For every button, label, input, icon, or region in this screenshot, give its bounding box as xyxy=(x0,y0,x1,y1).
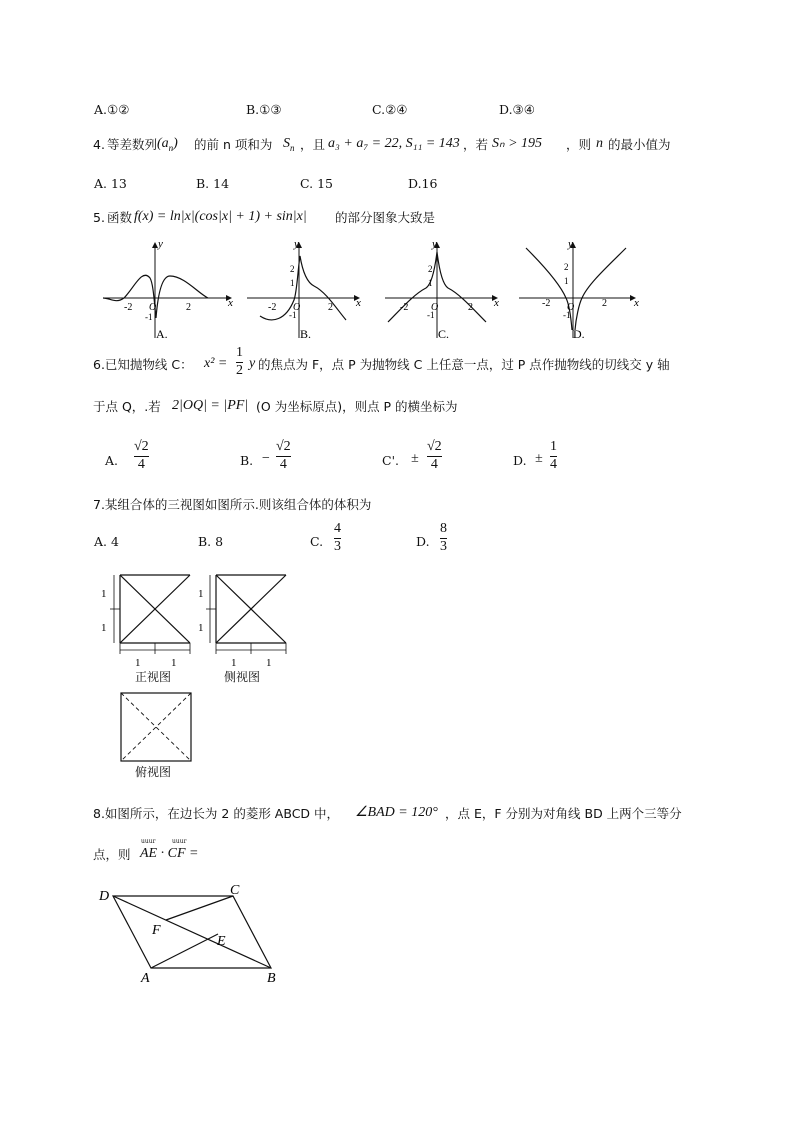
graph-b-ytick-2: 2 xyxy=(290,264,295,274)
q6-line2-b: (O 为坐标原点)，则点 P 的横坐标为 xyxy=(256,399,458,414)
q4-s: $S_n$ xyxy=(283,136,295,153)
graph-c-x-label: x xyxy=(494,297,499,309)
rhombus-figure xyxy=(95,882,295,987)
graph-c-tick-neg2: -2 xyxy=(400,302,409,313)
graph-c-ytick-neg1: -1 xyxy=(427,310,435,320)
graph-d-ytick-1: 1 xyxy=(564,276,569,286)
q6-option-b-label: B. xyxy=(240,453,254,468)
graph-d-y-label: y xyxy=(568,238,573,250)
q6-line1-a: 6.已知抛物线 C： xyxy=(93,357,193,372)
q6-option-d-value: 1 4 xyxy=(550,439,557,472)
q8-vector-mark-cf: uuur xyxy=(172,838,187,845)
front-view-dim-right: 1 xyxy=(171,657,177,669)
q6-option-a-label: A. xyxy=(105,453,119,468)
point-c-label: C xyxy=(230,883,240,898)
q6-line1-b: 的焦点为 F，点 P 为抛物线 C 上任意一点，过 P 点作抛物线的切线交 y 轴 xyxy=(258,357,670,372)
q8-line1-a: 8.如图所示，在边长为 2 的菱形 ABCD 中， xyxy=(93,806,340,821)
graph-d-label: D. xyxy=(573,327,585,341)
graph-d-tick-2: 2 xyxy=(602,298,607,309)
q4-option-b: B. 14 xyxy=(196,176,230,191)
q8-angle: ∠BAD = 120° xyxy=(355,805,438,820)
q4-option-a: A. 13 xyxy=(94,176,127,191)
q8-expression: AE · CF = xyxy=(140,846,199,861)
graph-c-tick-2: 2 xyxy=(468,302,473,313)
q5-formula: f(x) = ln|x|(cos|x| + 1) + sin|x| xyxy=(134,209,307,224)
graph-a-ytick-neg1: -1 xyxy=(145,312,153,322)
graph-c-origin: O xyxy=(431,302,439,313)
q4-text-e: ，则 xyxy=(566,137,592,152)
graph-d xyxy=(516,238,646,343)
q4-text-c: ，且 xyxy=(300,137,326,152)
q6-eq-lhs: x² = xyxy=(204,356,228,371)
graph-d-ytick-2: 2 xyxy=(564,262,569,272)
front-view-label: 正视图 xyxy=(135,670,172,684)
point-f-label: F xyxy=(152,923,161,938)
graph-b-tick-2: 2 xyxy=(328,302,333,313)
graph-d-x-label: x xyxy=(634,297,639,309)
side-view-dim-bottom: 1 xyxy=(198,622,204,634)
point-d-label: D xyxy=(99,889,110,904)
q4-option-c: C. 15 xyxy=(300,176,333,191)
q4-condition: a₃ + a₇ = 22, S₁₁ = 143 xyxy=(328,136,460,151)
graph-a-tick-neg2: -2 xyxy=(124,302,133,313)
q7-option-c-value: 4 3 xyxy=(334,521,341,554)
point-b-label: B xyxy=(267,971,276,986)
graph-d-ytick-neg1: -1 xyxy=(563,310,571,320)
q7-option-a: A. 4 xyxy=(94,534,119,549)
q3-option-b: B.①③ xyxy=(246,102,282,117)
graph-b-y-label: y xyxy=(294,238,299,250)
q7-text: 7.某组合体的三视图如图所示.则该组合体的体积为 xyxy=(93,497,372,512)
q8-line1-b: ，点 E，F 分别为对角线 BD 上两个三等分 xyxy=(445,806,682,821)
q4-option-d: D.16 xyxy=(408,176,438,191)
side-view-dim-right: 1 xyxy=(266,657,272,669)
point-a-label: A xyxy=(141,971,150,986)
graph-a-origin: O xyxy=(149,302,157,313)
q4-text-f: 的最小值为 xyxy=(608,137,671,152)
q6-line2-a: 于点 Q，.若 xyxy=(93,399,161,414)
graph-c-y-label: y xyxy=(432,238,437,250)
graph-a-x-label: x xyxy=(228,297,233,309)
point-e-label: E xyxy=(217,934,226,949)
q7-option-d-label: D. xyxy=(416,534,430,549)
q5-text-a: 函数 xyxy=(107,210,133,225)
front-view-dim-bottom: 1 xyxy=(101,622,107,634)
graph-d-origin: O xyxy=(567,302,575,313)
graph-a-tick-2: 2 xyxy=(186,302,191,313)
graph-b-ytick-neg1: -1 xyxy=(289,310,297,320)
graph-a-y-label: y xyxy=(158,238,163,250)
q8-vector-mark-ae: uuur xyxy=(141,838,156,845)
q6-option-a-value: √2 4 xyxy=(134,439,149,472)
q6-option-b-sign: − xyxy=(261,451,271,466)
q7-option-c-label: C. xyxy=(310,534,324,549)
graph-b xyxy=(242,238,372,343)
q4-seq: $(a_n)$ xyxy=(157,136,178,153)
top-view xyxy=(118,690,198,765)
q4-text-b: 的前 n 项和为 xyxy=(194,137,273,152)
graph-b-tick-neg2: -2 xyxy=(268,302,277,313)
graph-c xyxy=(380,238,510,343)
q6-eq-rhs: y xyxy=(249,356,256,371)
side-view-dim-top: 1 xyxy=(198,588,204,600)
q3-option-a: A.①② xyxy=(94,102,130,117)
q6-option-c-sign: ± xyxy=(411,451,419,466)
graph-a-label: A. xyxy=(156,327,168,341)
q6-option-d-label: D. xyxy=(513,453,527,468)
graph-a xyxy=(98,238,238,343)
q6-condition: 2|OQ| = |PF| xyxy=(172,398,249,413)
q6-option-b-value: √2 4 xyxy=(276,439,291,472)
q3-option-d: D.③④ xyxy=(499,102,535,117)
q5-number: 5. xyxy=(93,210,105,225)
graph-b-origin: O xyxy=(293,302,301,313)
graph-c-label: C. xyxy=(438,327,450,341)
graph-b-ytick-1: 1 xyxy=(290,278,295,288)
side-view-label: 侧视图 xyxy=(224,670,261,684)
q8-line2-a: 点，则 xyxy=(93,847,131,862)
q3-option-c: C.②④ xyxy=(372,102,408,117)
q4-n: n xyxy=(596,136,603,151)
graph-b-x-label: x xyxy=(356,297,361,309)
q4-number: 4. xyxy=(93,137,105,152)
q4-inequality: Sₙ > 195 xyxy=(492,136,543,151)
graph-d-tick-neg2: -2 xyxy=(542,298,551,309)
q5-text-b: 的部分图象大致是 xyxy=(335,210,436,225)
top-view-label: 俯视图 xyxy=(135,765,172,779)
q6-eq-fraction: 1 2 xyxy=(236,345,243,378)
front-view-dim-top: 1 xyxy=(101,588,107,600)
q7-option-d-value: 8 3 xyxy=(440,521,447,554)
q6-option-d-sign: ± xyxy=(535,451,543,466)
q7-option-b: B. 8 xyxy=(198,534,224,549)
q4-text-a: 等差数列 xyxy=(107,137,158,152)
graph-b-label: B. xyxy=(300,327,312,341)
graph-c-ytick-2: 2 xyxy=(428,264,433,274)
side-view-dim-left: 1 xyxy=(231,657,237,669)
front-view-dim-left: 1 xyxy=(135,657,141,669)
graph-c-ytick-1: 1 xyxy=(428,278,433,288)
q6-option-c-label: C'. xyxy=(382,453,399,468)
q4-text-d: ，若 xyxy=(463,137,489,152)
q6-option-c-value: √2 4 xyxy=(427,439,442,472)
